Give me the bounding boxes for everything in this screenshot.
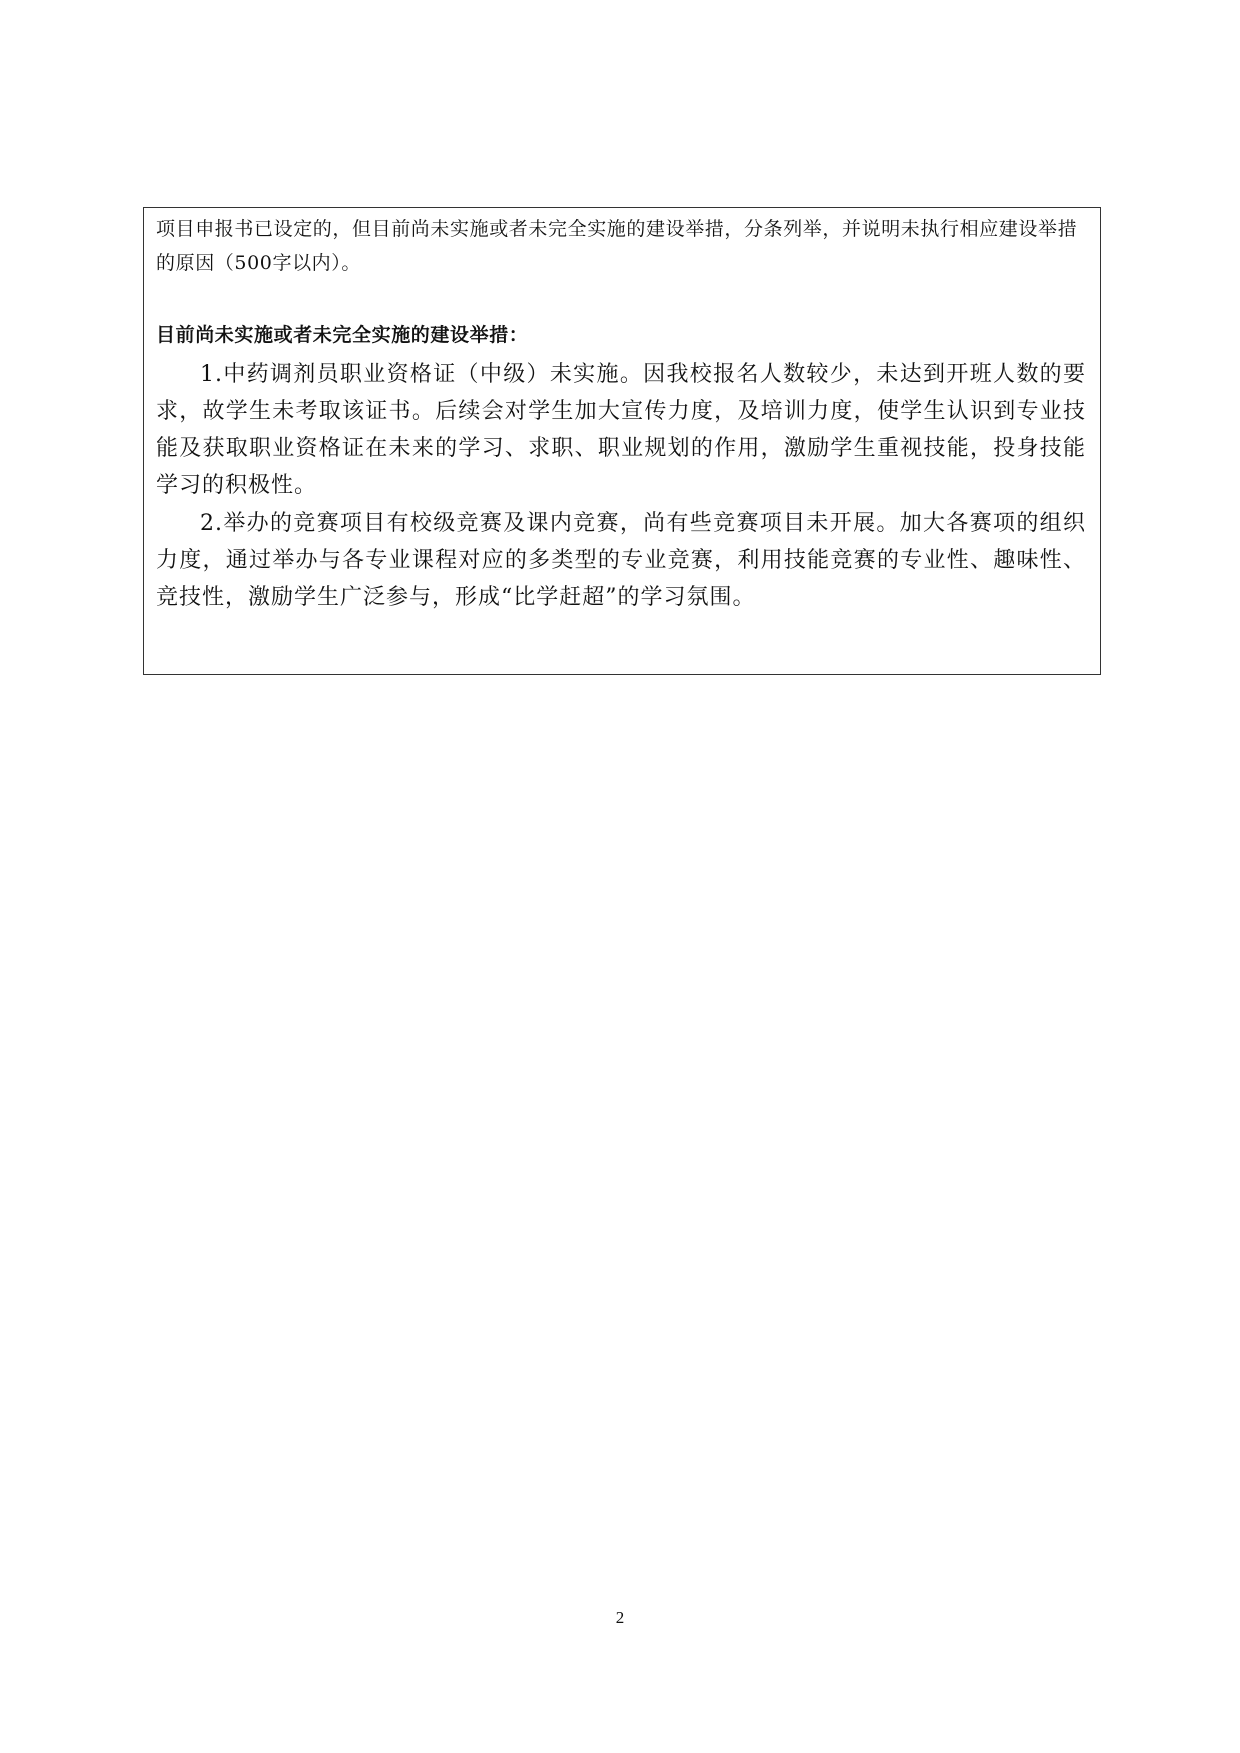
list-item: 2.举办的竞赛项目有校级竞赛及课内竞赛，尚有些竞赛项目未开展。加大各赛项的组织力度，通过举办与各专业课程对应的多类型的专业竞赛，利用技能竞赛的专业性、趣味性、竞技性，激励学生广泛参与，形成“比学赶超”的学习氛围。	[156, 511, 1086, 610]
section-heading: 目前尚未实施或者未完全实施的建设举措：	[156, 324, 529, 346]
list-item: 1.中药调剂员职业资格证（中级）未实施。因我校报名人数较少，未达到开班人数的要求，故学生未考取该证书。后续会对学生加大宣传力度，及培训力度，使学生认识到专业技能及获取职业资格证在未来的学习、求职、职业规划的作用，激励学生重视技能，投身技能学习的积极性。	[156, 362, 1086, 498]
page-number: 2	[615, 1608, 625, 1627]
form-box	[143, 207, 1101, 675]
form-prompt: 项目申报书已设定的，但目前尚未实施或者未完全实施的建设举措，分条列举，并说明未执行相应建设举措的原因（500字以内）。	[156, 218, 1078, 274]
